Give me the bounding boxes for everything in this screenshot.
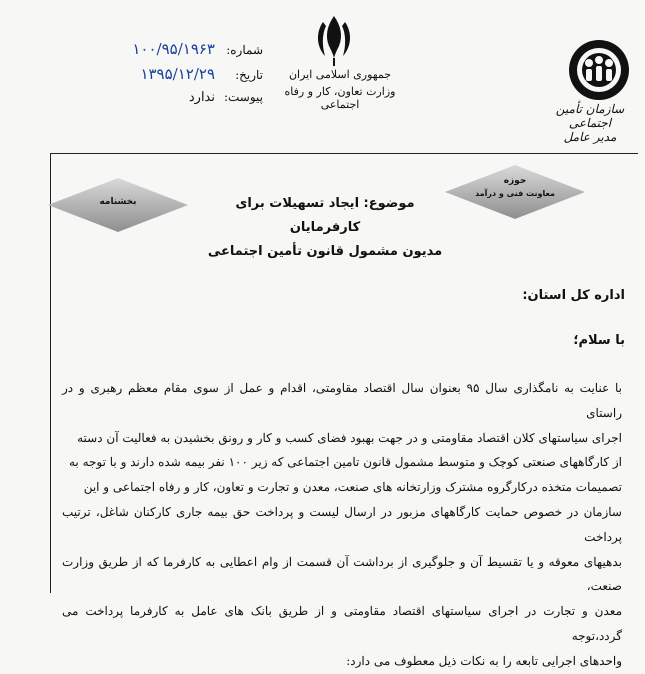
body-line: اجرای سیاستهای کلان اقتصاد مقاومتی و در جهت بهبود فضای کسب و کار و رونق بخشیدن به فعالیت آن دسته	[77, 430, 622, 445]
letter-attachment-label: پیوست:	[223, 90, 263, 104]
organization-office: مدیر عامل	[563, 130, 617, 144]
subject-line-1: موضوع: ایجاد تسهیلات برای کارفرمایان	[235, 196, 415, 235]
social-security-logo-icon	[567, 38, 631, 102]
iran-emblem-icon	[313, 12, 355, 68]
domain-value: معاونت فنی و درآمد	[475, 189, 555, 198]
letter-meta	[118, 40, 263, 115]
country-name: جمهوری اسلامی ایران	[288, 68, 392, 81]
letter-number-row	[118, 40, 263, 65]
letter-number-label: شماره:	[226, 43, 263, 57]
letter-subject	[200, 192, 450, 264]
body-line: سازمان در خصوص حمایت کارگاههای مزبور در ارسال لیست و پرداخت حق بیمه جاری کارکنان شاغل، ترتیب پرداخت	[62, 504, 622, 544]
letter-body	[62, 376, 622, 674]
addressee: اداره کل استان:	[522, 288, 625, 303]
ministry-name: وزارت تعاون، کار و رفاه اجتماعی	[284, 85, 396, 111]
letter-number-value: ۱۰۰/۹۵/۱۹۶۳	[132, 40, 215, 58]
body-line: معدن و تجارت در اجرای سیاستهای اقتصاد مقاومتی و از طریق بانک های عامل به کارفرما پرداخت می گردد،توجه	[62, 604, 622, 643]
body-line: تصمیمات متخذه درکارگروه مشترک وزارتخانه های صنعت، معدن و تجارت و تعاون، کار و رفاه اجتماعی و این	[83, 480, 622, 495]
header-divider	[50, 153, 638, 154]
letter-attachment-row	[118, 90, 263, 115]
letter-date-value: ۱۳۹۵/۱۲/۲۹	[140, 65, 215, 83]
letter-date-row	[118, 65, 263, 90]
domain-label: حوزه	[503, 176, 527, 186]
circular-label: بخشنامه	[99, 197, 137, 207]
body-line: بدهیهای معوقه و یا تقسیط آن و جلوگیری از برداشت آن قسمت از وام اعطایی به کارفرما که از طریق وزارت صنعت،	[62, 554, 622, 594]
letter-date-label: تاریخ:	[235, 68, 263, 82]
ministry-heading	[265, 68, 415, 111]
organization-name	[540, 102, 640, 144]
organization-title: سازمان تأمین اجتماعی	[555, 102, 625, 130]
body-line: واحدهای اجرایی تابعه را به نکات ذیل معطوف می دارد:	[346, 653, 622, 668]
body-line: با عنایت به نامگذاری سال ۹۵ بعنوان سال اقتصاد مقاومتی، اقدام و عمل از سوی مقام معظم رهبری و در راستای	[62, 381, 623, 420]
subject-line-2: مدیون مشمول قانون تأمین اجتماعی	[207, 244, 443, 259]
greeting: با سلام؛	[573, 333, 625, 348]
letter-attachment-value: ندارد	[188, 90, 215, 105]
body-line: از کارگاههای صنعتی کوچک و متوسط مشمول قانون تامین اجتماعی که زیر ۱۰۰ نفر بیمه شده دارند و با توجه به	[68, 455, 622, 470]
